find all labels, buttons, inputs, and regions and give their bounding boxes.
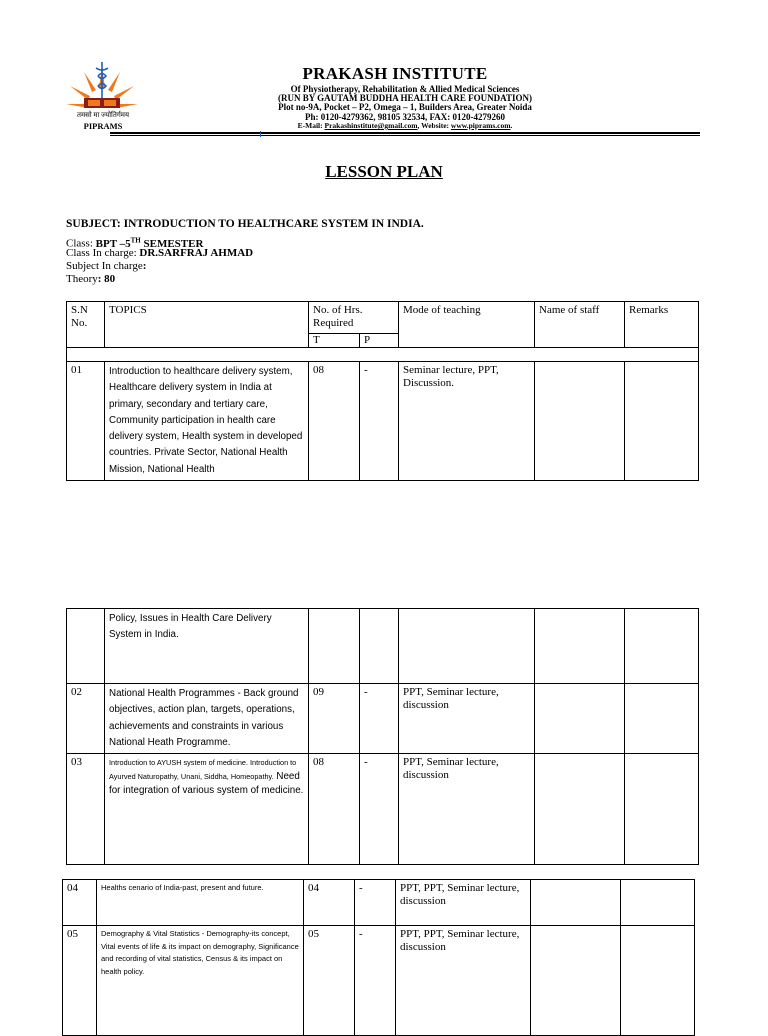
row-remarks <box>625 609 699 684</box>
logo-motto: तमसो मा ज्योतिर्गमय <box>76 111 130 119</box>
row-t: 09 <box>309 684 360 754</box>
row-remarks <box>625 754 699 865</box>
row-staff <box>535 754 625 865</box>
row-sn: 02 <box>67 684 105 754</box>
row-mode: Seminar lecture, PPT, Discussion. <box>399 362 535 481</box>
lesson-table-1 <box>66 301 699 481</box>
row-staff <box>535 362 625 481</box>
header-p: P <box>360 334 399 348</box>
row-t: 05 <box>304 926 355 1036</box>
table-row <box>63 926 695 1036</box>
header-topics: TOPICS <box>105 302 309 348</box>
row-mode: PPT, Seminar lecture, discussion <box>399 684 535 754</box>
row-remarks <box>621 880 695 926</box>
header-mode: Mode of teaching <box>399 302 535 348</box>
header-t: T <box>309 334 360 348</box>
row-remarks <box>625 362 699 481</box>
table-row <box>63 880 695 926</box>
row-topic: Demography & Vital Statistics - Demography-its concept, Vital events of life & its impact on demography, Significance and recording of vital statistics, Census & its impact on health policy. <box>97 926 304 1036</box>
row-staff <box>535 684 625 754</box>
theory-line: Theory: 80 <box>66 273 116 285</box>
table-header-row <box>67 302 699 334</box>
institute-phone: Ph: 0120-4279362, 98105 32534, FAX: 0120-4279260 <box>304 112 506 122</box>
website-link[interactable]: www.piprams.com <box>450 121 511 130</box>
row-t: 08 <box>309 362 360 481</box>
row-p: - <box>360 362 399 481</box>
row-topic: Introduction to AYUSH system of medicine. Introduction to Ayurved Naturopathy, Unani, Siddha, Homeopathy. Need for integration of various system of medicine. <box>105 754 309 865</box>
institute-name: PRAKASH INSTITUTE <box>302 64 488 83</box>
header-staff: Name of staff <box>535 302 625 348</box>
row-topic: National Health Programmes - Back ground objectives, action plan, targets, operations, achievements and constraints in various National Heath Programme. <box>105 684 309 754</box>
row-p <box>360 609 399 684</box>
row-t: 08 <box>309 754 360 865</box>
row-topic: Policy, Issues in Health Care Delivery System in India. <box>105 609 309 684</box>
row-topic: Healths cenario of India-past, present and future. <box>97 880 304 926</box>
subject-incharge-line: Subject In charge: <box>66 260 147 272</box>
row-staff <box>531 880 621 926</box>
header-rule-accent <box>260 131 261 137</box>
row-mode: PPT, PPT, Seminar lecture, discussion <box>396 926 531 1036</box>
row-sn: 05 <box>63 926 97 1036</box>
class-line: Class: BPT –5TH SEMESTER <box>66 236 204 250</box>
row-p: - <box>360 684 399 754</box>
row-p: - <box>355 926 396 1036</box>
row-t <box>309 609 360 684</box>
header-hours: No. of Hrs. Required <box>309 302 399 334</box>
row-remarks <box>625 684 699 754</box>
logo-abbreviation: PIPRAMS <box>83 121 123 131</box>
row-sn: 01 <box>67 362 105 481</box>
row-sn: 03 <box>67 754 105 865</box>
row-remarks <box>621 926 695 1036</box>
page-title: LESSON PLAN <box>325 162 443 181</box>
header-sn: S.N No. <box>67 302 105 348</box>
institute-subtitle: Of Physiotherapy, Rehabilitation & Allied Medical Sciences <box>290 84 520 94</box>
header-remarks: Remarks <box>625 302 699 348</box>
row-t: 04 <box>304 880 355 926</box>
row-sn: 04 <box>63 880 97 926</box>
table-row <box>67 754 699 865</box>
lesson-table-3 <box>62 879 695 1036</box>
row-p: - <box>360 754 399 865</box>
email-label: E-Mail: <box>297 121 323 130</box>
subject-heading: SUBJECT: INTRODUCTION TO HEALTHCARE SYSTEM IN INDIA. <box>66 218 424 230</box>
row-staff <box>531 926 621 1036</box>
institute-address: Plot no-9A, Pocket – P2, Omega – 1, Builders Area, Greater Noida <box>278 102 532 112</box>
table-row <box>67 362 699 481</box>
table-spacer-row <box>67 348 699 362</box>
table-row <box>67 684 699 754</box>
row-mode: PPT, Seminar lecture, discussion <box>399 754 535 865</box>
contact-line: E-Mail: Prakashinstitute@gmail.com, Website: www.piprams.com. <box>297 121 513 130</box>
institute-foundation: (RUN BY GAUTAM BUDDHA HEALTH CARE FOUNDATION) <box>277 93 532 103</box>
row-staff <box>535 609 625 684</box>
header-rule-thick <box>110 132 700 134</box>
lesson-table-2 <box>66 608 699 865</box>
row-mode: PPT, PPT, Seminar lecture, discussion <box>396 880 531 926</box>
website-label: Website: <box>421 121 450 130</box>
row-topic: Introduction to healthcare delivery system, Healthcare delivery system in India at primary, secondary and tertiary care, Community participation in health care delivery system, Health system in developed countries. Private Sector, National Health Mission, National Health <box>105 362 309 481</box>
row-mode <box>399 609 535 684</box>
class-incharge-line: Class In charge: DR.SARFRAJ AHMAD <box>66 247 254 259</box>
row-p: - <box>355 880 396 926</box>
email-link[interactable]: Prakashinstitute@gmail.com <box>324 121 418 130</box>
row-sn <box>67 609 105 684</box>
table-row <box>67 609 699 684</box>
header-rule-thin <box>110 135 700 136</box>
